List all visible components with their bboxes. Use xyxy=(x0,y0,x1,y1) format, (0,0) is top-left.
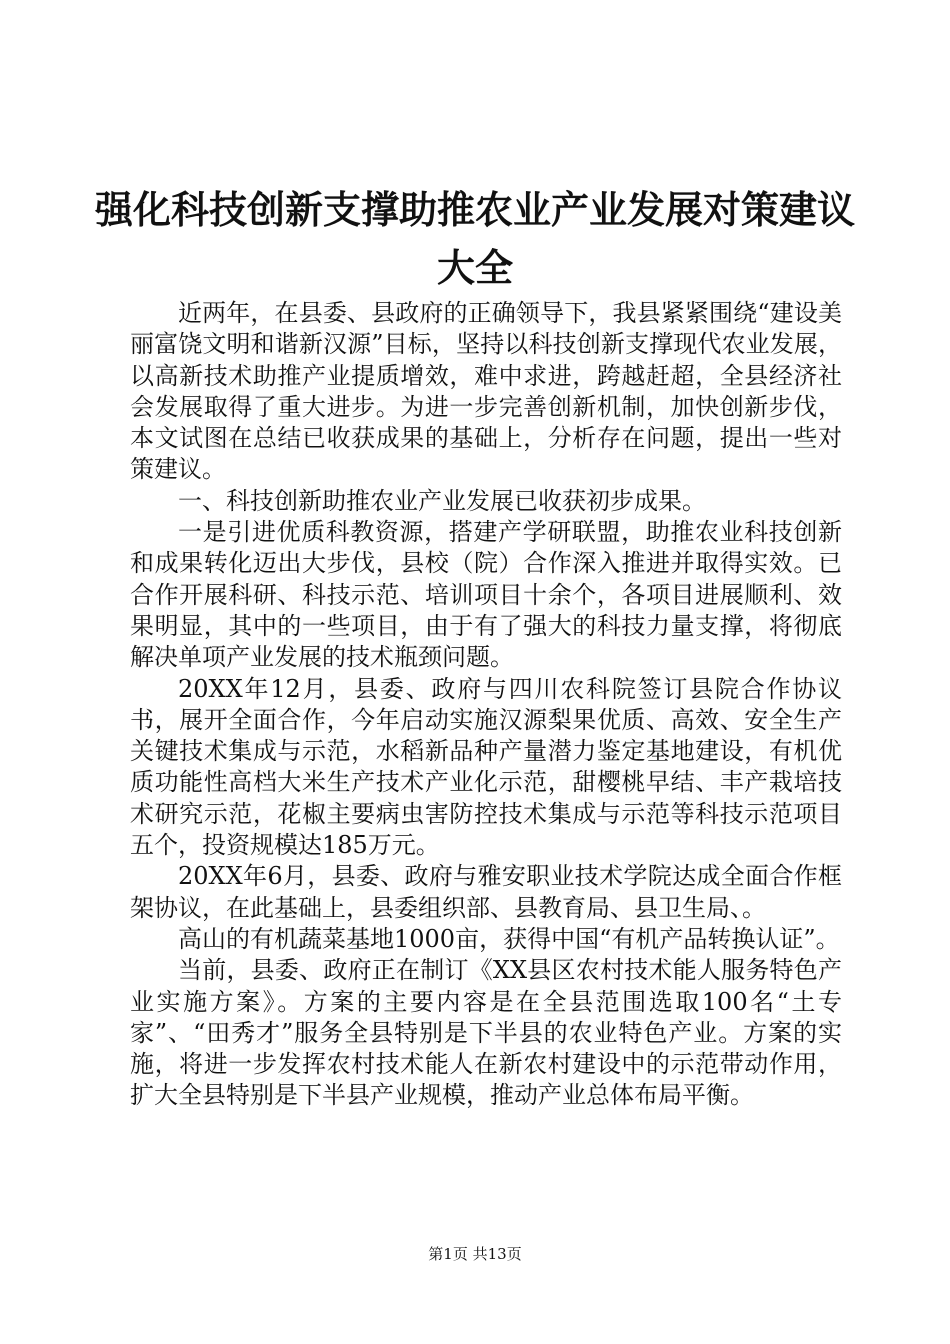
document-title-line-2: 大全 xyxy=(436,245,513,290)
paragraph-current-plan: 当前，县委、政府正在制订《XX县区农村技术能人服务特色产业实施方案》。方案的主要内容是在全县范围选取100名“土专家”、“田秀才”服务全县特别是下半县的农业特色产业。方案的实施，将进一步发挥农村技术能人在新农村建设中的示范带动作用，扩大全县特别是下半县产业规模，推动产业总体布局平衡。 xyxy=(130,956,842,1110)
document-title-line-1: 强化科技创新支撑助推农业产业发展对策建议 xyxy=(94,187,855,232)
paragraph-organic-base: 高山的有机蔬菜基地1000亩，获得中国“有机产品转换认证”。 xyxy=(178,924,840,953)
section-heading-1: 一、科技创新助推农业产业发展已收获初步成果。 xyxy=(178,486,706,515)
paragraph-intro: 近两年，在县委、县政府的正确领导下，我县紧紧围绕“建设美丽富饶文明和谐新汉源”目标，坚持以科技创新支撑现代农业发展，以高新技术助推产业提质增效，难中求进，跨越赶超，全县经济社会发展取得了重大进步。为进一步完善创新机制，加快创新步伐，本文试图在总结已收获成果的基础上，分析存在问题，提出一些对策建议。 xyxy=(130,299,842,484)
page-number-footer: 第1页 共13页 xyxy=(428,1245,522,1263)
document-body xyxy=(130,298,842,1112)
paragraph-agreement-2017-12: 20XX年12月，县委、政府与四川农科院签订县院合作协议书，展开全面合作，今年启动实施汉源梨果优质、高效、安全生产关键技术集成与示范，水稻新品种产量潜力鉴定基地建设，有机优质功能性高档大米生产技术产业化示范，甜樱桃早结、丰产栽培技术研究示范，花椒主要病虫害防控技术集成与示范等科技示范项目五个，投资规模达185万元。 xyxy=(130,674,842,860)
paragraph-point-1: 一是引进优质科教资源，搭建产学研联盟，助推农业科技创新和成果转化迈出大步伐，县校（院）合作深入推进并取得实效。已合作开展科研、科技示范、培训项目十余个，各项目进展顺利、效果明显，其中的一些项目，由于有了强大的科技力量支撑，将彻底解决单项产业发展的技术瓶颈问题。 xyxy=(130,518,842,672)
paragraph-agreement-2017-06: 20XX年6月，县委、政府与雅安职业技术学院达成全面合作框架协议，在此基础上，县委组织部、县教育局、县卫生局、。 xyxy=(130,862,842,922)
